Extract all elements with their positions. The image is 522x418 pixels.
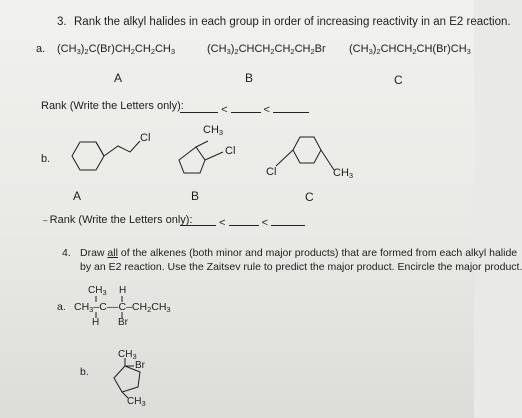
struct-b-cl: Cl	[225, 145, 236, 157]
q4-prompt-line1: Draw all of the alkenes (both minor and major products) that are formed from each alkyl halide	[80, 247, 518, 259]
q4-prompt-line2: by an E2 reaction. Use the Zaitsev rule to predict the major product. Encircle the major product.	[80, 261, 522, 273]
bond-b-ch3	[196, 141, 208, 147]
compound-c-formula: (CH3)2CHCH2CH(Br)CH3	[349, 43, 471, 56]
cyclohexane-ring-c	[293, 137, 321, 163]
rank-b-blank-1[interactable]	[180, 216, 216, 226]
rank-prompt-a: Rank (Write the Letters only):	[41, 100, 184, 112]
struct-b-ch3: CH3	[203, 124, 224, 137]
compound-a-letter: A	[114, 71, 123, 85]
compound-a-formula: (CH3)2C(Br)CH2CH2CH3	[57, 43, 176, 56]
q4-number: 4.	[62, 247, 71, 259]
q3b-label: b.	[41, 153, 51, 165]
q4b-bot-ch3: $CH_3$	[127, 396, 146, 408]
q4b-top-ch3: $CH_3$	[118, 349, 137, 361]
cyclopentane-ring-b	[179, 147, 205, 173]
chain-a	[96, 142, 104, 156]
rank-b-blank-3[interactable]	[271, 216, 305, 226]
struct-b-letter: B	[191, 189, 200, 203]
bond-c-cl	[276, 150, 293, 166]
struct-c-ch3: CH3	[333, 167, 354, 180]
struct-a-cl: Cl	[140, 132, 151, 144]
q4b-label: b.	[80, 366, 89, 378]
struct-c-letter: C	[305, 190, 314, 204]
cyclohexane-ring-a	[72, 142, 104, 170]
q3a-label: a.	[36, 43, 46, 55]
less-than-sign: <	[261, 217, 269, 229]
rank-blanks-b	[180, 216, 305, 229]
side-chain-a	[104, 141, 140, 156]
bond-b-cl	[205, 152, 223, 160]
compound-c-letter: C	[394, 73, 403, 87]
rank-prompt-b: – Rank (Write the Letters only):	[43, 214, 193, 226]
q4a-top-ch3: $CH_3$	[88, 285, 107, 297]
q3-prompt: Rank the alkyl halides in each group in order of increasing reactivity in an E2 reaction.	[74, 16, 511, 28]
q4a-main-chain: CH3–C––C–CH2CH3	[74, 301, 171, 314]
q4a-label: a.	[57, 301, 66, 313]
less-than-sign: <	[221, 104, 228, 116]
q4a-bot-br: Br	[118, 317, 128, 328]
less-than-sign: <	[219, 217, 226, 229]
rank-b-blank-2[interactable]	[229, 216, 259, 226]
q3-number: 3.	[57, 16, 67, 28]
struct-a-letter: A	[73, 189, 82, 203]
q4a-bot-h: H	[92, 317, 100, 328]
compound-b-letter: B	[245, 71, 254, 85]
compound-b-formula: (CH3)2CHCH2CH2CH2Br	[207, 43, 326, 56]
q4a-top-h: H	[119, 285, 127, 296]
less-than-sign: <	[263, 104, 271, 116]
struct-c-cl: Cl	[266, 166, 277, 178]
q4b-br: Br	[135, 360, 145, 371]
